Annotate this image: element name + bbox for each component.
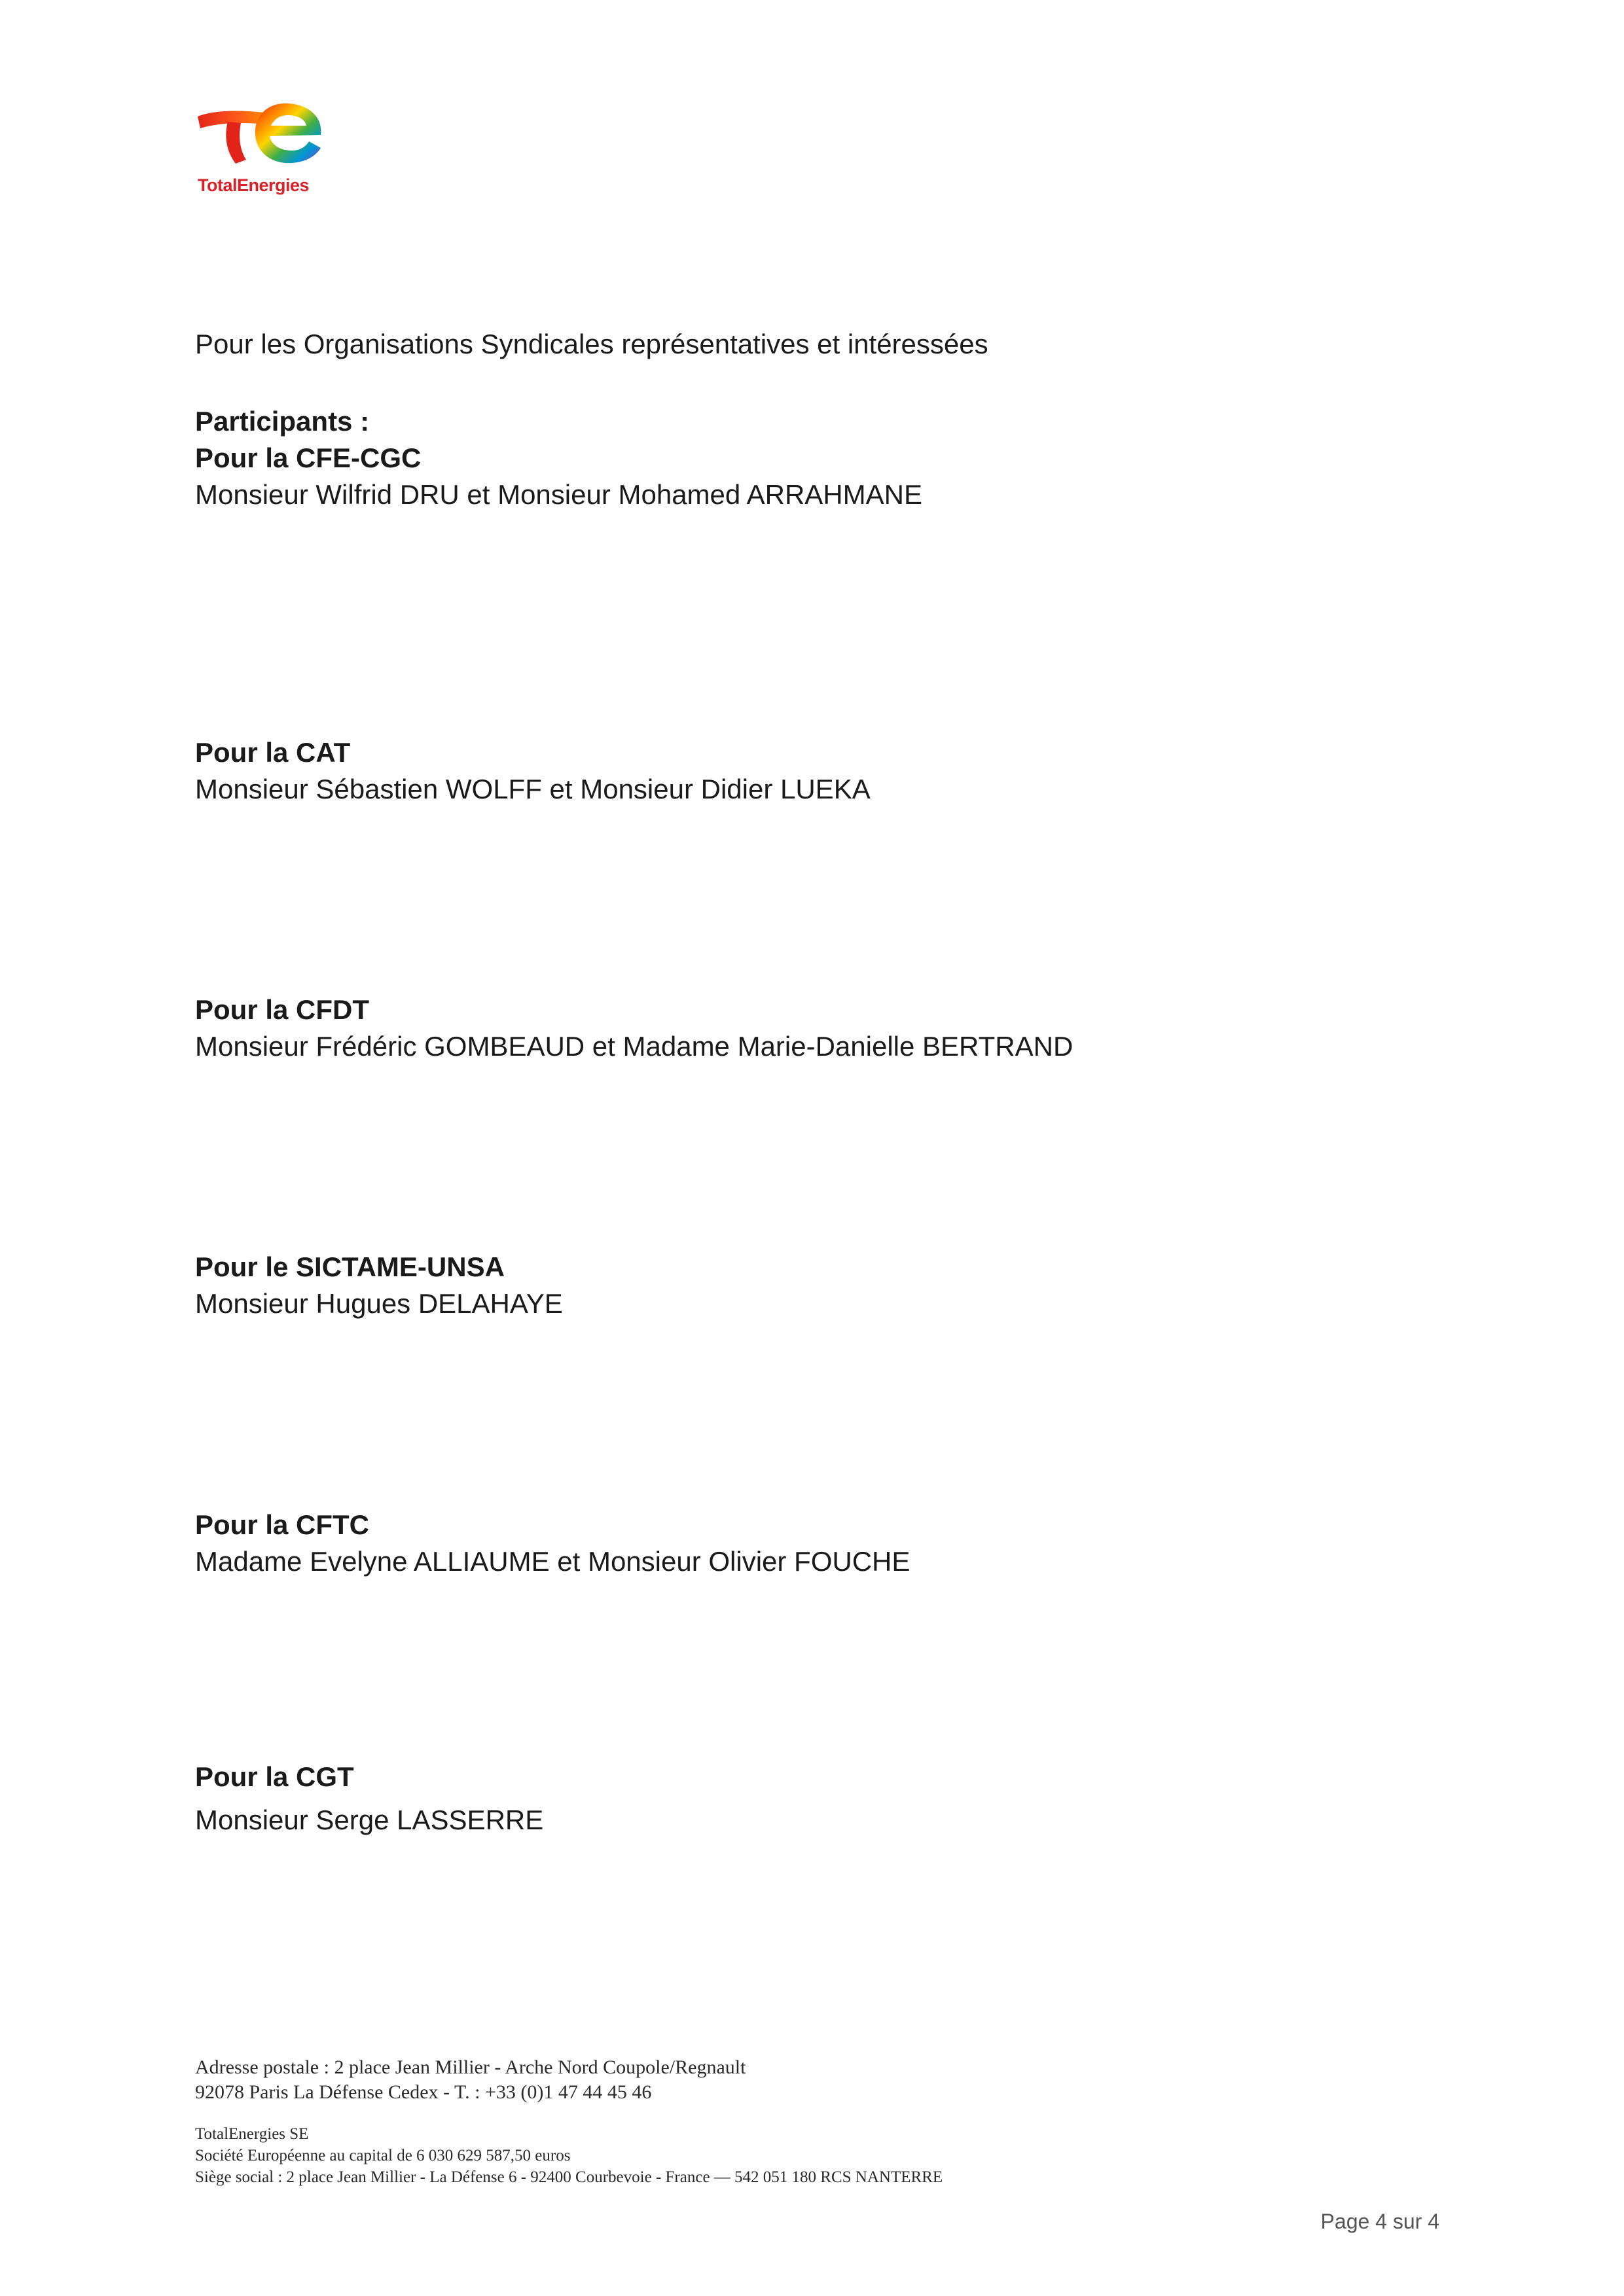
participants-section-cftc bbox=[195, 1507, 910, 1580]
participants-title: Participants : bbox=[195, 406, 370, 437]
footer-address bbox=[195, 2055, 746, 2105]
brand-text: TotalEnergies bbox=[198, 175, 310, 195]
participants-section-sictame-unsa bbox=[195, 1249, 563, 1322]
footer-company-seat: Siège social : 2 place Jean Millier - La Défense 6 - 92400 Courbevoie - France — 542 051 180 RCS NANTERRE bbox=[195, 2168, 943, 2186]
section-names: Monsieur Hugues DELAHAYE bbox=[195, 1288, 563, 1319]
totalenergies-logo bbox=[194, 98, 338, 203]
participants-section-cat bbox=[195, 734, 871, 808]
totalenergies-logo-icon bbox=[194, 98, 325, 170]
section-names: Monsieur Frédéric GOMBEAUD et Madame Marie-Danielle BERTRAND bbox=[195, 1031, 1074, 1062]
section-heading: Pour le SICTAME-UNSA bbox=[195, 1251, 505, 1282]
section-heading: Pour la CGT bbox=[195, 1761, 354, 1792]
section-names: Madame Evelyne ALLIAUME et Monsieur Olivier FOUCHE bbox=[195, 1546, 911, 1577]
footer-address-line: 92078 Paris La Défense Cedex - T. : +33 (0)1 47 44 45 46 bbox=[195, 2081, 652, 2103]
section-heading: Pour la CFTC bbox=[195, 1509, 370, 1540]
participants-section-cfe-cgc bbox=[195, 403, 922, 513]
section-names: Monsieur Sébastien WOLFF et Monsieur Didier LUEKA bbox=[195, 774, 871, 804]
footer-address-line: Adresse postale : 2 place Jean Millier - Arche Nord Coupole/Regnault bbox=[195, 2056, 746, 2078]
intro-text: Pour les Organisations Syndicales représentatives et intéressées bbox=[195, 329, 988, 359]
participants-section-cgt bbox=[195, 1755, 543, 1842]
participants-section-cfdt bbox=[195, 992, 1073, 1065]
section-heading: Pour la CFDT bbox=[195, 994, 370, 1025]
page-number: Page 4 sur 4 bbox=[1320, 2210, 1439, 2233]
section-names: Monsieur Wilfrid DRU et Monsieur Mohamed ARRAHMANE bbox=[195, 479, 922, 510]
footer-company-name: TotalEnergies SE bbox=[195, 2125, 309, 2143]
footer-company-capital: Société Européenne au capital de 6 030 629 587,50 euros bbox=[195, 2147, 571, 2164]
footer-company bbox=[195, 2123, 943, 2188]
section-heading: Pour la CFE-CGC bbox=[195, 442, 422, 473]
section-heading: Pour la CAT bbox=[195, 737, 351, 768]
section-names: Monsieur Serge LASSERRE bbox=[195, 1804, 544, 1835]
